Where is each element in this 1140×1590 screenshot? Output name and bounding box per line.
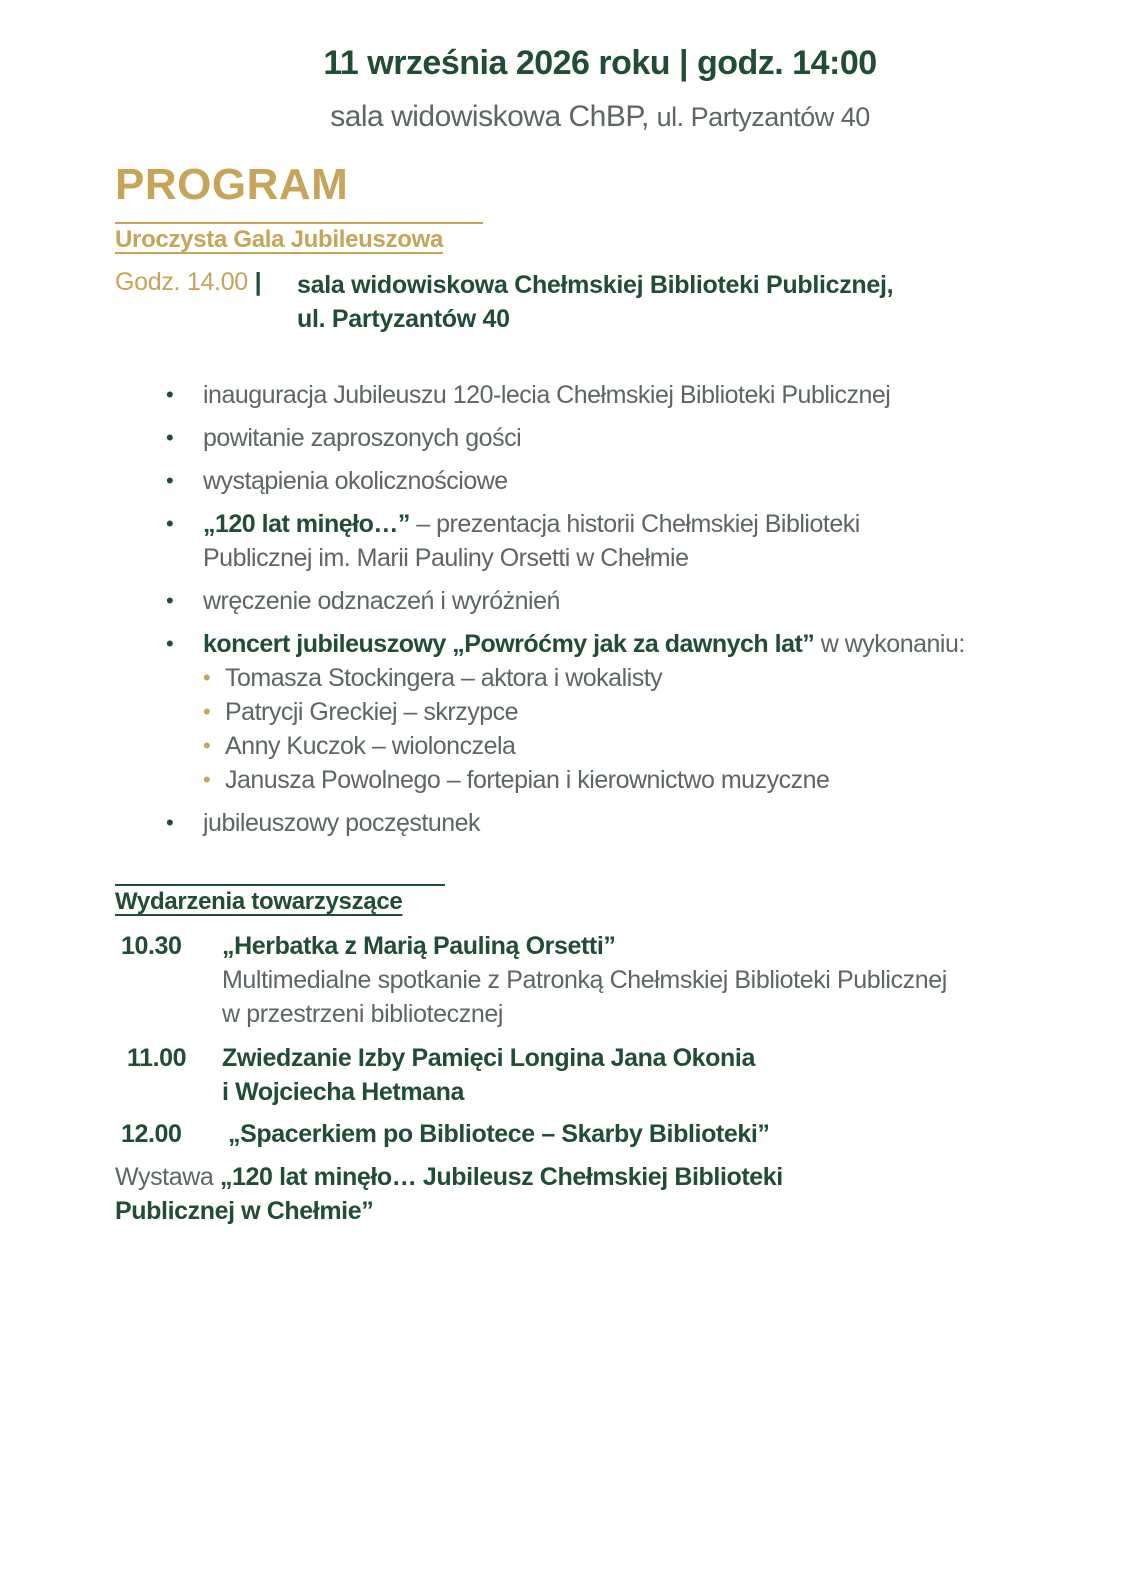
bullet-icon: • xyxy=(166,468,174,493)
venue-street: ul. Partyzantów 40 xyxy=(656,102,870,132)
list-item xyxy=(160,421,1100,455)
list-item-text: wręczenie odznaczeń i wyróżnień xyxy=(203,587,560,615)
gala-venue-line1: sala widowiskowa Chełmskiej Biblioteki Publicznej, xyxy=(297,271,894,299)
bullet-icon: • xyxy=(203,665,211,690)
event-time: 11.00 xyxy=(127,1044,187,1072)
bullet-icon: • xyxy=(166,631,174,656)
gala-heading: Uroczysta Gala Jubileuszowa xyxy=(115,226,444,253)
bullet-icon: • xyxy=(166,588,174,613)
bullet-icon: • xyxy=(166,511,174,536)
gala-venue xyxy=(297,268,893,336)
list-item xyxy=(160,378,1100,412)
companion-heading: Wydarzenia towarzyszące xyxy=(115,888,403,915)
performer-item xyxy=(203,661,1100,695)
concert-title: koncert jubileuszowy „Powróćmy jak za dawnych lat” xyxy=(203,630,815,658)
list-item-concert xyxy=(160,627,1100,797)
program-list xyxy=(160,378,1100,849)
event-desc: w przestrzeni bibliotecznej xyxy=(222,1000,503,1028)
event-title: „Spacerkiem po Bibliotece – Skarby Biblioteki” xyxy=(228,1120,770,1148)
performer-text: Anny Kuczok – wiolonczela xyxy=(225,732,516,760)
venue-hall: sala widowiskowa ChBP, xyxy=(330,100,657,133)
gala-time xyxy=(115,268,261,297)
list-item-text: jubileuszowy poczęstunek xyxy=(203,809,481,837)
performer-item xyxy=(203,763,1100,797)
exhibition-label: Wystawa xyxy=(115,1163,220,1191)
event-date: 11 września 2026 roku | godz. 14:00 xyxy=(323,44,877,82)
event-time: 12.00 xyxy=(121,1120,182,1148)
gold-divider xyxy=(115,222,483,224)
list-item-text: powitanie zaproszonych gości xyxy=(203,424,522,452)
program-heading: PROGRAM xyxy=(115,160,349,209)
event-1 xyxy=(222,929,947,1031)
list-item-text: wystąpienia okolicznościowe xyxy=(203,467,508,495)
list-item xyxy=(160,806,1100,840)
gala-time-label: Godz. 14.00 xyxy=(115,268,255,296)
performer-item xyxy=(203,729,1100,763)
performer-text: Janusza Powolnego – fortepian i kierownictwo muzyczne xyxy=(225,766,830,794)
event-title: Zwiedzanie Izby Pamięci Longina Jana Okonia xyxy=(222,1044,755,1072)
bullet-icon: • xyxy=(203,699,211,724)
exhibition-title: „120 lat minęło… Jubileusz Chełmskiej Biblioteki xyxy=(219,1163,783,1191)
history-title: „120 lat minęło…” xyxy=(203,510,410,538)
gala-separator: | xyxy=(254,268,262,296)
event-desc: Multimedialne spotkanie z Patronką Chełmskiej Biblioteki Publicznej xyxy=(222,966,947,994)
bullet-icon: • xyxy=(166,425,174,450)
gala-venue-line2: ul. Partyzantów 40 xyxy=(297,305,510,333)
performer-item xyxy=(203,695,1100,729)
list-item-history xyxy=(160,507,1100,575)
concert-desc: w wykonaniu: xyxy=(814,630,965,658)
exhibition-title-line2: Publicznej w Chełmie” xyxy=(115,1197,374,1225)
event-title: i Wojciecha Hetmana xyxy=(222,1078,465,1106)
performers-list xyxy=(203,661,1100,797)
performer-text: Patrycji Greckiej – skrzypce xyxy=(225,698,519,726)
list-item xyxy=(160,584,1100,618)
list-item xyxy=(160,464,1100,498)
bullet-icon: • xyxy=(166,382,174,407)
bullet-icon: • xyxy=(203,733,211,758)
bullet-icon: • xyxy=(203,767,211,792)
list-item-text: inauguracja Jubileuszu 120-lecia Chełmskiej Biblioteki Publicznej xyxy=(203,381,891,409)
event-3 xyxy=(228,1117,770,1151)
event-2 xyxy=(222,1041,755,1109)
bullet-icon: • xyxy=(166,810,174,835)
history-desc: – prezentacja historii Chełmskiej Biblioteki xyxy=(409,510,860,538)
green-divider xyxy=(115,884,445,886)
exhibition xyxy=(115,1160,783,1228)
performer-text: Tomasza Stockingera – aktora i wokalisty xyxy=(225,664,663,692)
event-time: 10.30 xyxy=(121,932,182,960)
event-title: „Herbatka z Marią Pauliną Orsetti” xyxy=(222,932,616,960)
history-desc-line2: Publicznej im. Marii Pauliny Orsetti w Chełmie xyxy=(203,544,689,572)
event-venue xyxy=(0,100,1140,134)
